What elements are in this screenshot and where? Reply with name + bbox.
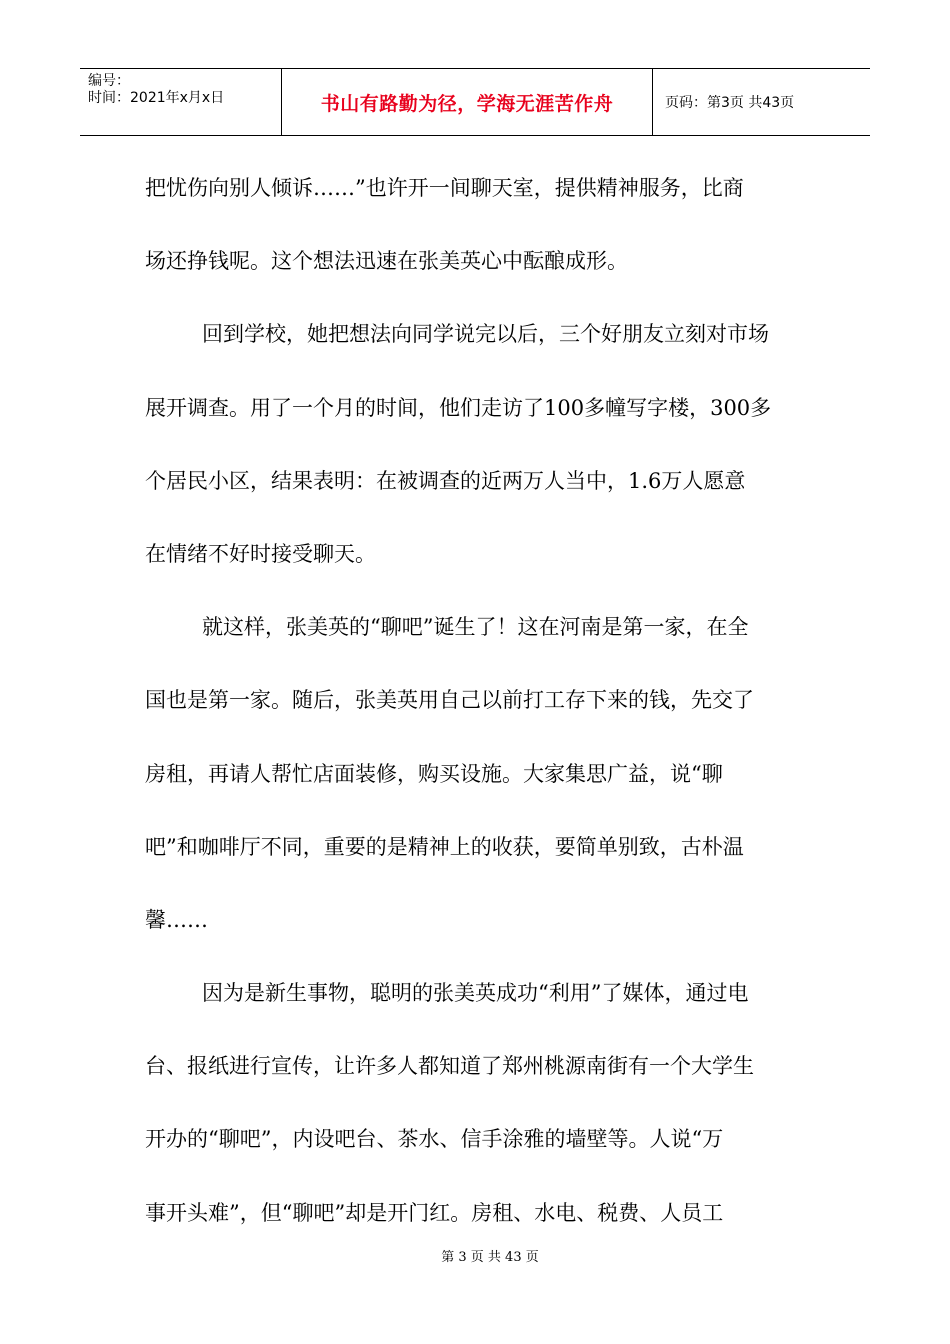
text-line: 开办的“聊吧”，内设吧台、茶水、信手涂雅的墙壁等。人说“万 bbox=[145, 1127, 724, 1152]
header-page-info: 页码：第3页 共43页 bbox=[665, 95, 795, 111]
document-date: 时间：2021年x月x日 bbox=[88, 90, 225, 106]
text-line: 房租，再请人帮忙店面装修，购买设施。大家集思广益，说“聊 bbox=[145, 761, 723, 786]
text-line: 事开头难”，但“聊吧”却是开门红。房租、水电、税费、人员工 bbox=[145, 1200, 724, 1225]
text-line: 把忧伤向别人倾诉……”也许开一间聊天室，提供精神服务，比商 bbox=[145, 176, 744, 200]
text-line: 馨…… bbox=[145, 907, 208, 932]
text-line: 场还挣钱呢。这个想法迅速在张美英心中酝酿成形。 bbox=[145, 249, 628, 274]
text-line: 就这样，张美英的“聊吧”诞生了！这在河南是第一家，在全 bbox=[202, 615, 749, 640]
header-motto: 书山有路勤为径，学海无涯苦作舟 bbox=[320, 92, 614, 115]
text-line: 在情绪不好时接受聊天。 bbox=[145, 541, 376, 566]
text-line: 因为是新生事物，聪明的张美英成功“利用”了媒体，通过电 bbox=[202, 981, 749, 1006]
header-meta-cell bbox=[80, 69, 282, 135]
page-footer: 第 3 页 共 43 页 bbox=[441, 1250, 539, 1265]
text-line: 个居民小区，结果表明：在被调查的近两万人当中，1.6万人愿意 bbox=[145, 468, 746, 493]
text-line: 回到学校，她把想法向同学说完以后，三个好朋友立刻对市场 bbox=[202, 322, 769, 347]
document-header bbox=[80, 68, 870, 136]
text-line: 国也是第一家。随后，张美英用自己以前打工存下来的钱，先交了 bbox=[145, 688, 754, 713]
header-motto-cell bbox=[282, 69, 653, 135]
document-body bbox=[145, 160, 810, 1258]
document-number-label: 编号： bbox=[88, 73, 130, 89]
text-line: 吧”和咖啡厅不同，重要的是精神上的收获，要简单别致，古朴温 bbox=[145, 834, 744, 859]
header-page-cell bbox=[653, 69, 870, 135]
text-line: 台、报纸进行宣传，让许多人都知道了郑州桃源南街有一个大学生 bbox=[145, 1054, 754, 1079]
text-line: 展开调查。用了一个月的时间，他们走访了100多幢写字楼，300多 bbox=[145, 395, 772, 420]
